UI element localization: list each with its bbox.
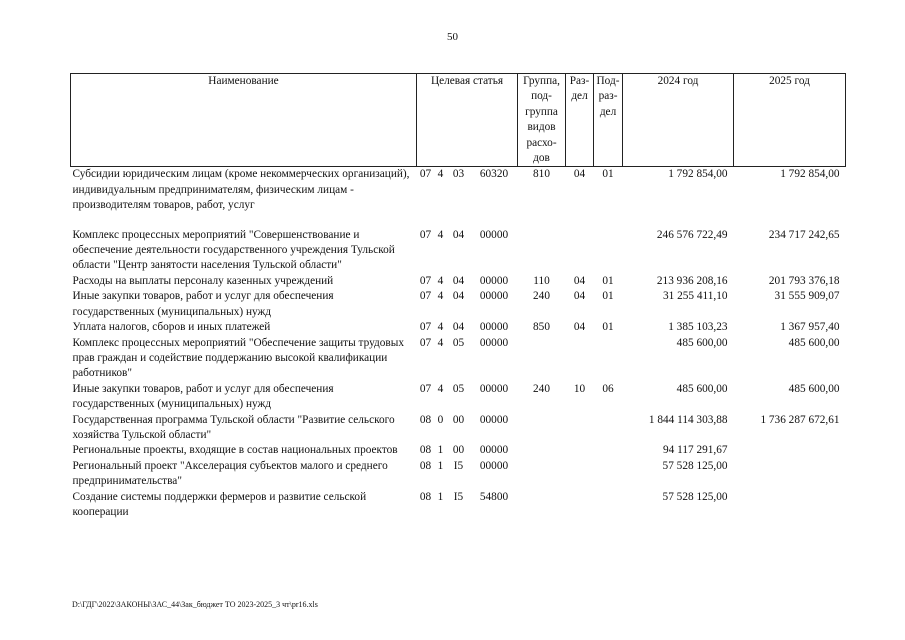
table-body bbox=[71, 167, 846, 520]
budget-table bbox=[70, 73, 846, 520]
target-code-1-cell: 08 bbox=[419, 490, 432, 503]
expense-group-cell: 110 bbox=[533, 274, 550, 287]
value-2024-cell: 1 385 103,23 bbox=[668, 321, 728, 334]
subsection-cell bbox=[594, 490, 623, 521]
target-code-2-cell: 4 bbox=[437, 168, 444, 181]
expense-group-cell bbox=[518, 490, 566, 521]
subsection-cell: 01 bbox=[602, 290, 614, 303]
header-section: Раз-дел bbox=[566, 74, 594, 167]
subsection-cell: 01 bbox=[602, 274, 614, 287]
target-code-3-cell: 04 bbox=[452, 274, 465, 287]
table-row bbox=[71, 490, 846, 521]
value-2024-cell: 485 600,00 bbox=[676, 382, 728, 395]
section-cell: 04 bbox=[573, 321, 586, 334]
value-2025-cell: 31 555 909,07 bbox=[774, 290, 840, 303]
section-cell: 04 bbox=[573, 274, 586, 287]
value-2024-cell: 57 528 125,00 bbox=[662, 459, 728, 472]
name-cell: Иные закупки товаров, работ и услуг для обеспечения государственных (муниципальных) нужд bbox=[72, 382, 334, 411]
target-code-3-cell: 00 bbox=[452, 444, 465, 457]
name-cell: Комплекс процессных мероприятий "Обеспечение защиты трудовых прав граждан и содействие поддержанию высокой квалификации работников" bbox=[72, 336, 404, 380]
target-code-3-cell: I5 bbox=[453, 459, 464, 472]
section-cell: 10 bbox=[573, 382, 586, 395]
target-code-1-cell: 07 bbox=[419, 168, 432, 181]
target-code-3-cell: I5 bbox=[453, 490, 464, 503]
target-code-1-cell: 08 bbox=[419, 459, 432, 472]
target-code-4-cell: 00000 bbox=[479, 228, 509, 241]
section-cell bbox=[566, 228, 594, 274]
name-cell: Создание системы поддержки фермеров и развитие сельской кооперации bbox=[72, 490, 367, 518]
name-cell: Иные закупки товаров, работ и услуг для обеспечения государственных (муниципальных) нужд bbox=[72, 290, 334, 318]
target-code-3-cell: 00 bbox=[452, 413, 465, 426]
subsection-cell bbox=[594, 459, 623, 490]
value-2024-cell: 94 117 291,67 bbox=[662, 444, 728, 457]
table-row bbox=[71, 459, 846, 490]
section-cell: 04 bbox=[573, 290, 586, 303]
value-2025-cell: 1 736 287 672,61 bbox=[760, 413, 840, 426]
target-code-2-cell: 0 bbox=[437, 413, 444, 426]
name-cell: Расходы на выплаты персоналу казенных учреждений bbox=[72, 274, 334, 287]
table-row bbox=[71, 336, 846, 382]
target-code-1-cell: 07 bbox=[419, 336, 432, 349]
subsection-cell: 01 bbox=[602, 168, 614, 181]
name-cell: Государственная программа Тульской области "Развитие сельского хозяйства Тульской области" bbox=[72, 413, 395, 441]
row-spacer bbox=[71, 214, 846, 228]
target-code-2-cell: 4 bbox=[437, 274, 444, 287]
value-2025-cell bbox=[734, 490, 846, 521]
target-code-3-cell: 05 bbox=[452, 336, 465, 349]
target-code-4-cell: 00000 bbox=[479, 459, 509, 472]
target-code-4-cell: 00000 bbox=[479, 336, 509, 349]
table-row bbox=[71, 443, 846, 458]
subsection-cell bbox=[594, 443, 623, 458]
expense-group-cell bbox=[518, 228, 566, 274]
table-row bbox=[71, 228, 846, 274]
value-2025-cell: 485 600,00 bbox=[788, 336, 840, 349]
target-code-4-cell: 00000 bbox=[479, 274, 509, 287]
section-cell bbox=[566, 413, 594, 444]
target-code-2-cell: 4 bbox=[437, 321, 444, 334]
value-2024-cell: 1 792 854,00 bbox=[668, 168, 728, 181]
section-cell bbox=[566, 443, 594, 458]
target-code-1-cell: 08 bbox=[419, 444, 432, 457]
page-number: 50 bbox=[447, 31, 458, 43]
table-row bbox=[71, 167, 846, 214]
target-code-4-cell: 54800 bbox=[479, 490, 509, 503]
value-2025-cell: 1 367 957,40 bbox=[780, 321, 840, 334]
section-cell bbox=[566, 490, 594, 521]
header-2024: 2024 год bbox=[623, 74, 734, 167]
header-2025: 2025 год bbox=[734, 74, 846, 167]
target-code-1-cell: 07 bbox=[419, 321, 432, 334]
target-code-3-cell: 03 bbox=[452, 168, 465, 181]
value-2025-cell: 1 792 854,00 bbox=[780, 168, 840, 181]
name-cell: Уплата налогов, сборов и иных платежей bbox=[72, 321, 271, 334]
expense-group-cell: 240 bbox=[533, 382, 550, 395]
expense-group-cell bbox=[518, 443, 566, 458]
name-cell: Региональные проекты, входящие в состав национальных проектов bbox=[72, 444, 398, 457]
file-path-footer: D:\ГДГ\2022\ЗАКОНЫ\ЗАС_44\Зак_бюджет ТО 2023-2025_3 чт\pr16.xls bbox=[72, 600, 318, 609]
target-code-2-cell: 4 bbox=[437, 290, 444, 303]
header-target: Целевая статья bbox=[417, 74, 518, 167]
value-2025-cell: 201 793 376,18 bbox=[768, 274, 840, 287]
header-subsection: Под-раз-дел bbox=[594, 74, 623, 167]
subsection-cell: 01 bbox=[602, 321, 614, 334]
value-2025-cell bbox=[734, 459, 846, 490]
target-code-4-cell: 00000 bbox=[479, 444, 509, 457]
table-row bbox=[71, 274, 846, 289]
header-name: Наименование bbox=[71, 74, 417, 167]
value-2024-cell: 31 255 411,10 bbox=[662, 290, 728, 303]
target-code-2-cell: 4 bbox=[437, 228, 444, 241]
section-cell: 04 bbox=[573, 168, 586, 181]
name-cell: Комплекс процессных мероприятий "Совершенствование и обеспечение деятельности государственного учреждения Тульской области "Центр занятости населения Тульской области" bbox=[72, 228, 395, 272]
target-code-4-cell: 00000 bbox=[479, 290, 509, 303]
name-cell: Субсидии юридическим лицам (кроме некоммерческих организаций), индивидуальным предпринимателям, физическим лицам - производителям товаров, работ, услуг bbox=[72, 168, 410, 212]
value-2024-cell: 1 844 114 303,88 bbox=[648, 413, 728, 426]
subsection-cell: 06 bbox=[602, 382, 614, 395]
value-2024-cell: 246 576 722,49 bbox=[656, 228, 728, 241]
target-code-3-cell: 04 bbox=[452, 290, 465, 303]
target-code-3-cell: 05 bbox=[452, 382, 465, 395]
section-cell bbox=[566, 336, 594, 382]
subsection-cell bbox=[594, 228, 623, 274]
value-2024-cell: 213 936 208,16 bbox=[656, 274, 728, 287]
table-row bbox=[71, 413, 846, 444]
expense-group-cell: 240 bbox=[533, 290, 550, 303]
target-code-1-cell: 07 bbox=[419, 290, 432, 303]
target-code-1-cell: 07 bbox=[419, 382, 432, 395]
name-cell: Региональный проект "Акселерация субъектов малого и среднего предпринимательства" bbox=[72, 459, 388, 488]
target-code-2-cell: 1 bbox=[437, 490, 444, 503]
table-header-row bbox=[71, 74, 846, 167]
expense-group-cell bbox=[518, 459, 566, 490]
target-code-3-cell: 04 bbox=[452, 321, 465, 334]
value-2025-cell: 234 717 242,65 bbox=[768, 228, 840, 241]
target-code-1-cell: 08 bbox=[419, 413, 432, 426]
target-code-4-cell: 00000 bbox=[479, 321, 509, 334]
target-code-2-cell: 1 bbox=[437, 459, 444, 472]
value-2025-cell bbox=[734, 443, 846, 458]
target-code-1-cell: 07 bbox=[419, 228, 432, 241]
subsection-cell bbox=[594, 413, 623, 444]
value-2025-cell: 485 600,00 bbox=[788, 382, 840, 395]
value-2024-cell: 57 528 125,00 bbox=[662, 490, 728, 503]
expense-group-cell bbox=[518, 413, 566, 444]
table-row bbox=[71, 382, 846, 413]
target-code-4-cell: 00000 bbox=[479, 413, 509, 426]
expense-group-cell bbox=[518, 336, 566, 382]
table-row bbox=[71, 289, 846, 320]
expense-group-cell: 850 bbox=[533, 321, 550, 334]
table-row bbox=[71, 320, 846, 335]
subsection-cell bbox=[594, 336, 623, 382]
target-code-4-cell: 60320 bbox=[479, 168, 509, 181]
value-2024-cell: 485 600,00 bbox=[676, 336, 728, 349]
target-code-2-cell: 4 bbox=[437, 336, 444, 349]
section-cell bbox=[566, 459, 594, 490]
target-code-1-cell: 07 bbox=[419, 274, 432, 287]
expense-group-cell: 810 bbox=[533, 168, 550, 181]
target-code-2-cell: 1 bbox=[437, 444, 444, 457]
target-code-3-cell: 04 bbox=[452, 228, 465, 241]
target-code-4-cell: 00000 bbox=[479, 382, 509, 395]
target-code-2-cell: 4 bbox=[437, 382, 444, 395]
header-group: Группа, под-группа видов расхо-дов bbox=[518, 74, 566, 167]
